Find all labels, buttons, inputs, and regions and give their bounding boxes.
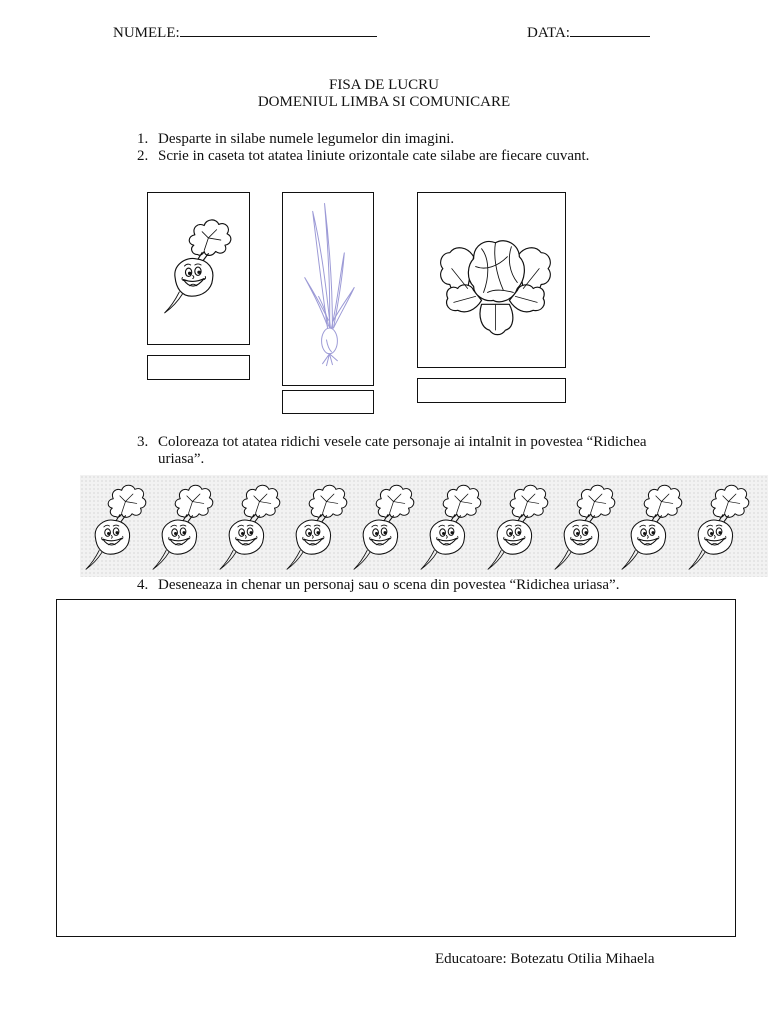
date-field: [527, 23, 650, 42]
radish-icon: [216, 479, 286, 573]
instruction-item: [137, 131, 668, 148]
instruction-text: Coloreaza tot atatea ridichi vesele cate personaje ai intalnit in povestea “Ridichea uriasa”.: [158, 434, 647, 467]
worksheet-title: FISA DE LUCRU: [328, 77, 440, 93]
instruction-text: Desparte in silabe numele legumelor din imagini.: [158, 131, 455, 147]
instruction-text: Scrie in caseta tot atatea liniute orizontale cate silabe are fiecare cuvant.: [158, 148, 590, 164]
answer-box-green-onion: [282, 390, 374, 414]
radish-icon: [82, 479, 152, 573]
radish-icon: [551, 479, 621, 573]
instruction-number: 2.: [137, 148, 149, 164]
date-label: DATA:: [527, 25, 570, 41]
teacher-signature: Educatoare: Botezatu Otilia Mihaela: [435, 951, 655, 967]
radish-row: [80, 475, 768, 577]
instruction-number: 1.: [137, 131, 149, 147]
green-onion-icon: [283, 193, 373, 385]
instruction-item: [137, 434, 668, 468]
name-blank-line: [180, 23, 377, 37]
radish-icon: [685, 479, 755, 573]
cabbage-picture-box: [417, 192, 566, 368]
radish-icon: [149, 479, 219, 573]
instruction-text: Deseneaza in chenar un personaj sau o scena din povestea “Ridichea uriasa”.: [158, 577, 620, 593]
cabbage-icon: [418, 193, 565, 367]
date-blank-line: [570, 23, 650, 37]
radish-icon: [350, 479, 420, 573]
radish-icon: [283, 479, 353, 573]
answer-box-cabbage: [417, 378, 566, 403]
instruction-number: 4.: [137, 577, 149, 593]
radish-icon: [417, 479, 487, 573]
name-label: NUMELE:: [113, 25, 180, 41]
radish-picture-box: [147, 192, 250, 345]
worksheet-subtitle: DOMENIUL LIMBA SI COMUNICARE: [257, 94, 511, 110]
radish-icon: [484, 479, 554, 573]
answer-box-radish: [147, 355, 250, 380]
drawing-frame: [56, 599, 736, 937]
instruction-item: [137, 148, 668, 165]
radish-icon: [162, 213, 236, 317]
green-onion-picture-box: [282, 192, 374, 386]
radish-icon: [618, 479, 688, 573]
name-field: [113, 23, 377, 42]
instruction-number: 3.: [137, 434, 149, 450]
instruction-item: [137, 577, 668, 594]
